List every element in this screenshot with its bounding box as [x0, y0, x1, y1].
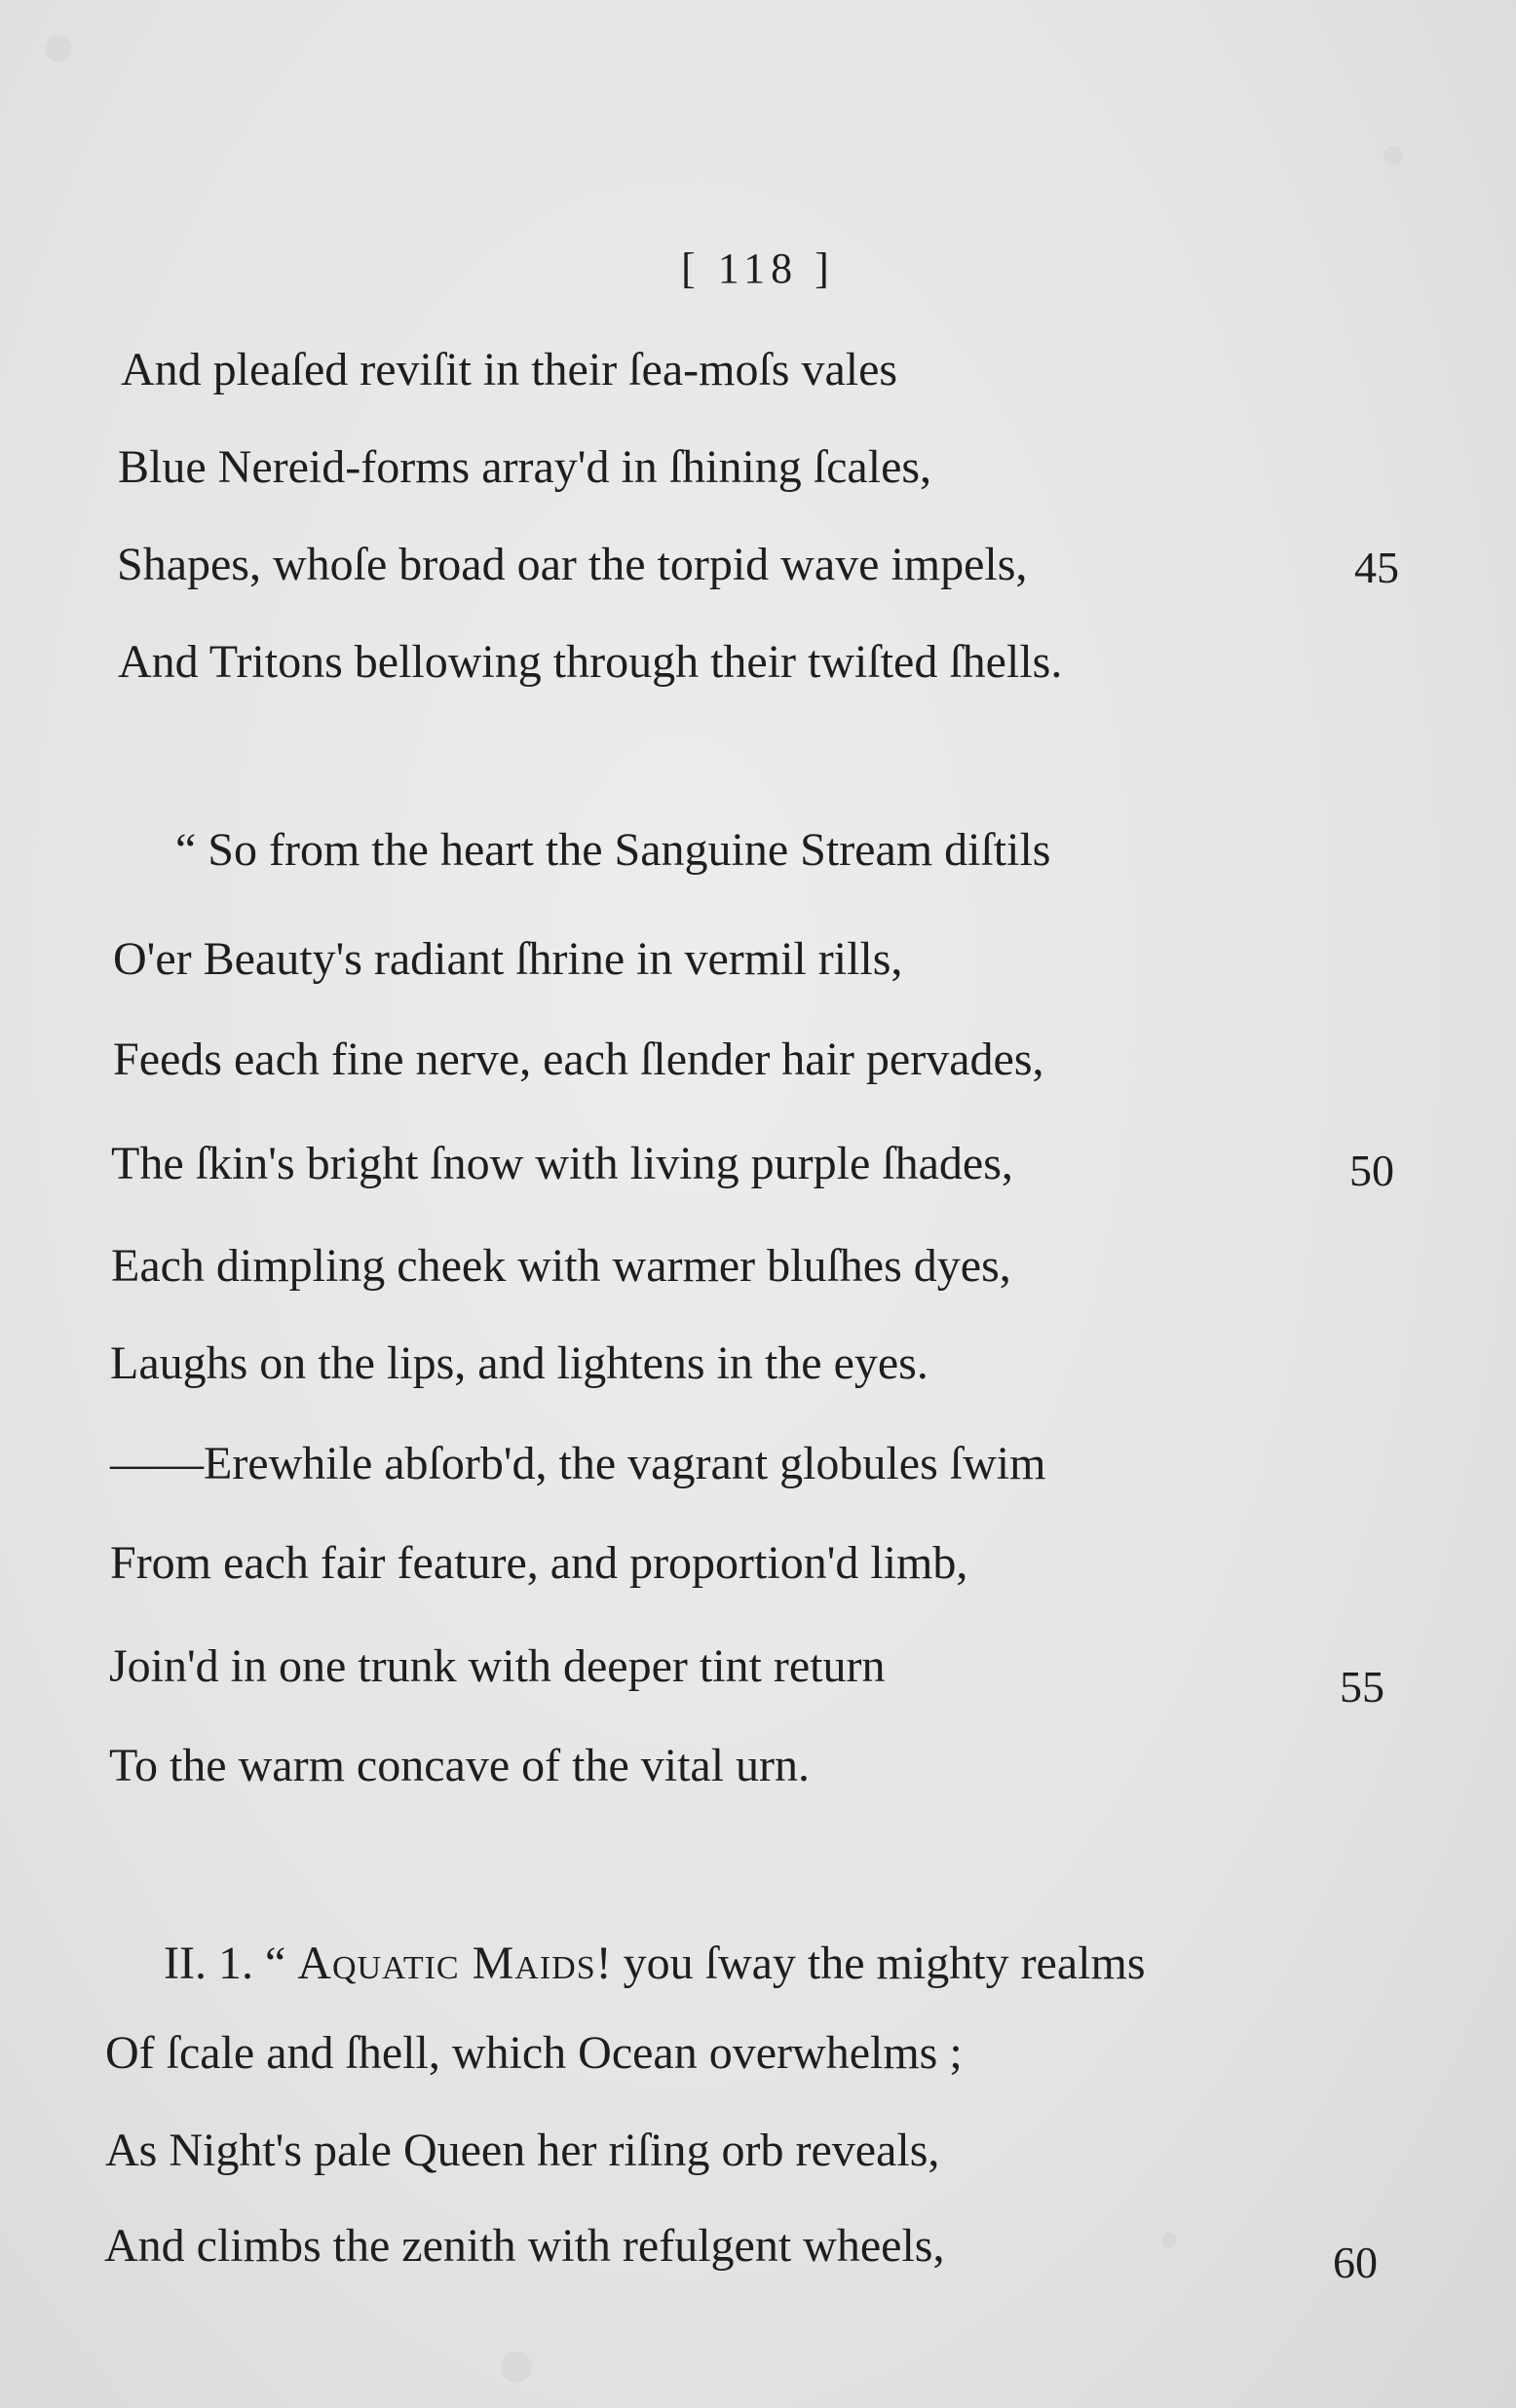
verse-line-rest: ! you ſway the mighty realms	[595, 1938, 1146, 1989]
verse-line: Join'd in one trunk with deeper tint return	[109, 1640, 886, 1692]
verse-line	[164, 1937, 1146, 1990]
verse-line: ——Erewhile abſorb'd, the vagrant globules ſwim	[110, 1438, 1046, 1489]
verse-line: As Night's pale Queen her riſing orb reveals,	[105, 2125, 940, 2176]
verse-line: And pleaſed reviſit in their ſea-moſs vales	[121, 344, 898, 395]
verse-line-smallcaps: Aquatic Maids	[297, 1938, 596, 1989]
line-number: 55	[1340, 1662, 1384, 1712]
verse-line-prefix: II. 1. “	[164, 1938, 298, 1989]
line-number: 50	[1349, 1146, 1394, 1195]
verse-line: The ſkin's bright ſnow with living purple ſhades,	[111, 1138, 1013, 1189]
verse-line: To the warm concave of the vital urn.	[109, 1740, 811, 1791]
page-number: [ 118 ]	[681, 245, 835, 292]
verse-line: Each dimpling cheek with warmer bluſhes dyes,	[111, 1240, 1011, 1292]
verse-line: Feeds each fine nerve, each ſlender hair pervades,	[113, 1034, 1044, 1085]
line-number: 60	[1333, 2238, 1378, 2287]
line-number: 45	[1354, 543, 1399, 592]
verse-line: Shapes, whoſe broad oar the torpid wave impels,	[117, 539, 1028, 590]
verse-line: Blue Nereid-forms array'd in ſhining ſcales,	[118, 441, 932, 493]
verse-line: And climbs the zenith with refulgent wheels,	[104, 2220, 945, 2272]
verse-line: From each fair feature, and proportion'd limb,	[110, 1537, 968, 1589]
verse-line: Laughs on the lips, and lightens in the eyes.	[110, 1337, 929, 1389]
verse-line: “ So from the heart the Sanguine Stream diſtils	[175, 824, 1051, 876]
verse-line: O'er Beauty's radiant ſhrine in vermil rills,	[113, 933, 903, 985]
verse-line: And Tritons bellowing through their twiſted ſhells.	[118, 636, 1063, 688]
verse-line: Of ſcale and ſhell, which Ocean overwhelms ;	[105, 2027, 963, 2079]
